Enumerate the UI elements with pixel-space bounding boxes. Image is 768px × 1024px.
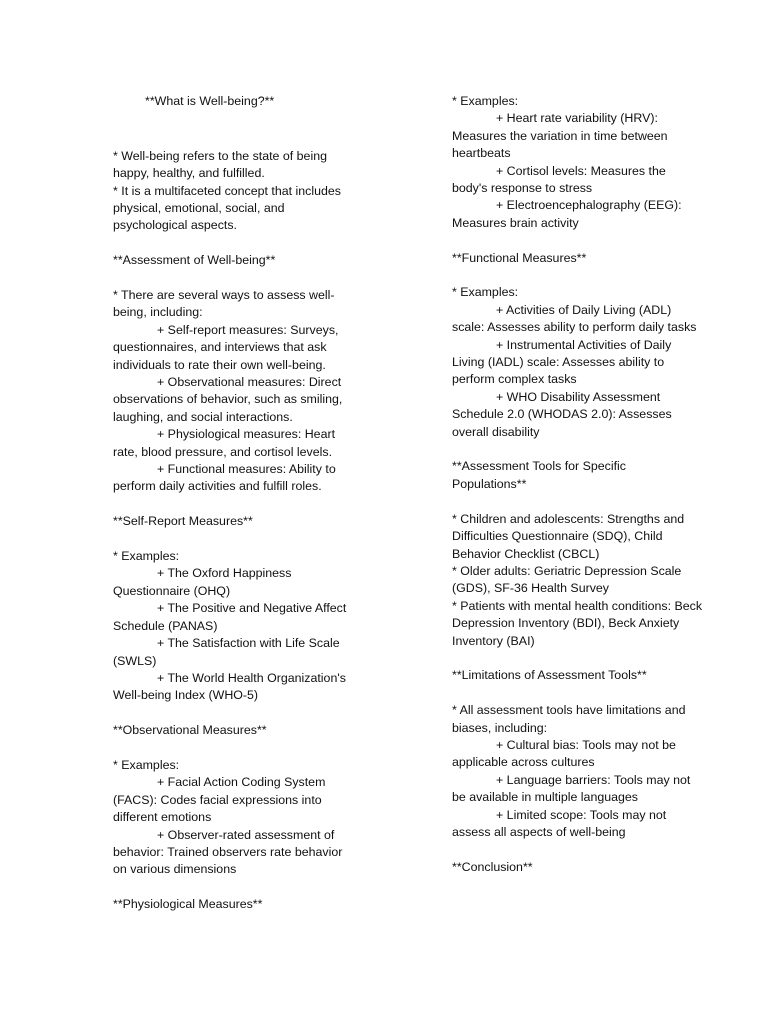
intro-paragraph-2: * It is a multifaceted concept that includes physical, emotional, social, and psychological aspects. <box>113 183 341 233</box>
list-item: + Limited scope: Tools may not assess all aspects of well-being <box>452 807 667 839</box>
list-item: + The World Health Organization's Well-being Index (WHO-5) <box>113 670 346 703</box>
self-report-examples-label: * Examples: <box>113 549 180 564</box>
page-title: **What is Well-being?** <box>145 94 275 108</box>
list-item: * Patients with mental health conditions: Beck Depression Inventory (BDI), Beck Anxiety Inventory (BAI) <box>452 598 703 648</box>
limitations-heading: **Limitations of Assessment Tools** <box>452 668 647 683</box>
observational-heading: **Observational Measures** <box>113 723 267 738</box>
list-item: + Activities of Daily Living (ADL) scale: Assesses ability to perform daily tasks <box>452 302 697 335</box>
list-item: + WHO Disability Assessment Schedule 2.0 (WHODAS 2.0): Assesses overall disability <box>452 389 672 439</box>
list-item: * Children and adolescents: Strengths and Difficulties Questionnaire (SDQ), Child Behavior Checklist (CBCL) <box>452 511 685 561</box>
list-item: + The Oxford Happiness Questionnaire (OHQ) <box>113 566 292 598</box>
assessment-heading: **Assessment of Well-being** <box>113 253 276 268</box>
list-item: + Facial Action Coding System (FACS): Codes facial expressions into different emotions <box>113 775 326 825</box>
list-item: + Self-report measures: Surveys, questionnaires, and interviews that ask individuals to rate their own well-being. <box>113 322 339 372</box>
list-item: + Cortisol levels: Measures the body's response to stress <box>452 163 666 196</box>
self-report-heading: **Self-Report Measures** <box>113 514 253 529</box>
list-item: + The Satisfaction with Life Scale (SWLS) <box>113 636 340 668</box>
populations-heading: **Assessment Tools for Specific Populations** <box>452 459 627 491</box>
list-item: + Instrumental Activities of Daily Living (IADL) scale: Assesses ability to perform complex tasks <box>452 337 672 387</box>
list-item: + Heart rate variability (HRV): Measures the variation in time between heartbeats <box>452 111 668 161</box>
list-item: + Observational measures: Direct observations of behavior, such as smiling, laughing, and social interactions. <box>113 375 343 424</box>
physiological-examples-label: * Examples: <box>452 94 519 108</box>
observational-examples-label: * Examples: <box>113 757 180 772</box>
intro-paragraph-1: * Well-being refers to the state of being happy, healthy, and fulfilled. <box>113 148 327 181</box>
left-column <box>113 93 358 914</box>
list-item: + Language barriers: Tools may not be available in multiple languages <box>452 772 691 805</box>
functional-examples-label: * Examples: <box>452 285 519 300</box>
conclusion-heading: **Conclusion** <box>452 859 533 874</box>
list-item: * Older adults: Geriatric Depression Scale (GDS), SF-36 Health Survey <box>452 563 682 596</box>
list-item: + The Positive and Negative Affect Schedule (PANAS) <box>113 601 347 633</box>
assessment-intro: * There are several ways to assess well-being, including: <box>113 288 335 320</box>
list-item: + Functional measures: Ability to perform daily activities and fulfill roles. <box>113 462 336 494</box>
functional-heading: **Functional Measures** <box>452 250 587 265</box>
physiological-heading: **Physiological Measures** <box>113 897 263 912</box>
list-item: + Observer-rated assessment of behavior: Trained observers rate behavior on various dimensions <box>113 827 343 877</box>
list-item: + Electroencephalography (EEG): Measures brain activity <box>452 198 682 230</box>
list-item: + Cultural bias: Tools may not be applicable across cultures <box>452 737 676 770</box>
limitations-intro: * All assessment tools have limitations and biases, including: <box>452 703 686 735</box>
right-column <box>452 93 702 876</box>
list-item: + Physiological measures: Heart rate, blood pressure, and cortisol levels. <box>113 427 336 459</box>
